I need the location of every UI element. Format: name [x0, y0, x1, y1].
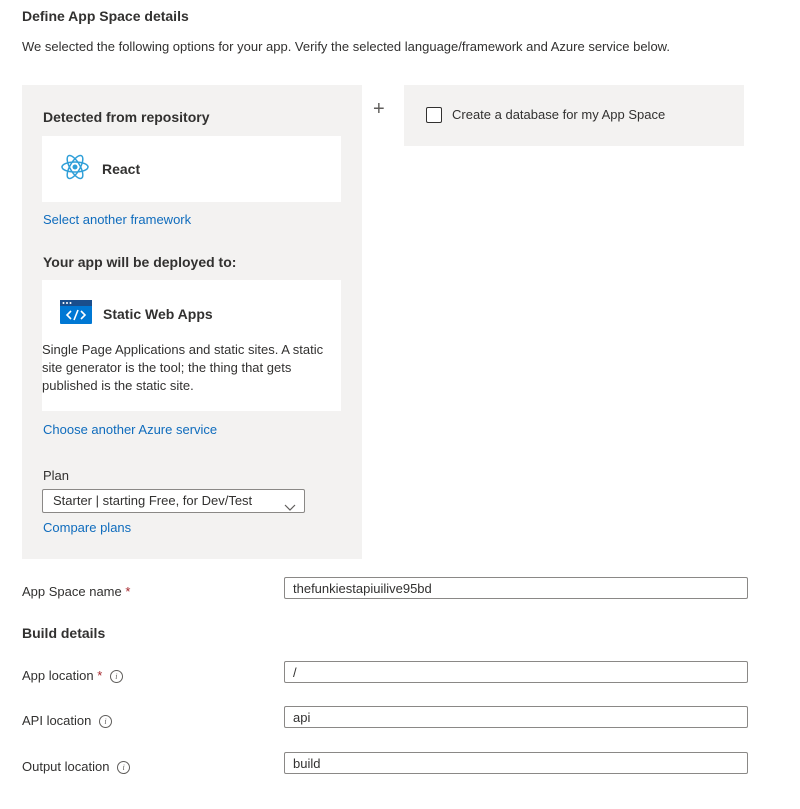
- section-title: Define App Space details: [22, 8, 189, 24]
- service-description: Single Page Applications and static sites. A static site generator is the tool; the thing that gets published is the static site.: [42, 342, 324, 393]
- create-database-label[interactable]: Create a database for my App Space: [452, 107, 666, 122]
- info-icon[interactable]: i: [99, 715, 112, 728]
- service-name: Static Web Apps: [103, 306, 213, 322]
- create-database-checkbox[interactable]: [426, 107, 442, 123]
- plan-label: Plan: [43, 468, 70, 483]
- framework-name: React: [102, 161, 141, 177]
- detected-title: Detected from repository: [43, 109, 210, 125]
- info-icon[interactable]: i: [110, 670, 123, 683]
- app-space-name-label: App Space name *: [22, 584, 131, 599]
- deploy-title: Your app will be deployed to:: [43, 254, 237, 270]
- framework-card: [42, 136, 341, 202]
- plan-selected-value: Starter | starting Free, for Dev/Test: [53, 493, 253, 508]
- service-card: [42, 280, 341, 411]
- compare-plans-link[interactable]: Compare plans: [43, 520, 132, 535]
- app-location-input[interactable]: [284, 661, 748, 683]
- choose-service-link[interactable]: Choose another Azure service: [43, 422, 218, 437]
- static-web-apps-icon: [60, 300, 92, 329]
- select-framework-link[interactable]: Select another framework: [43, 212, 192, 227]
- intro-text: We selected the following options for your app. Verify the selected language/framework and Azure service below.: [22, 39, 670, 54]
- chevron-down-icon: [284, 497, 296, 519]
- output-location-label: Output location i: [22, 759, 130, 774]
- app-space-name-input[interactable]: [284, 577, 748, 599]
- required-marker: *: [97, 668, 103, 683]
- output-location-input[interactable]: [284, 752, 748, 774]
- info-icon[interactable]: i: [117, 761, 130, 774]
- app-location-label: App location * i: [22, 668, 123, 683]
- react-icon: [60, 152, 90, 187]
- plan-dropdown[interactable]: [42, 489, 305, 513]
- api-location-input[interactable]: [284, 706, 748, 728]
- required-marker: *: [125, 584, 131, 599]
- api-location-label: API location i: [22, 713, 112, 728]
- database-panel: [404, 85, 744, 146]
- plus-icon: +: [373, 98, 385, 120]
- build-details-title: Build details: [22, 625, 106, 641]
